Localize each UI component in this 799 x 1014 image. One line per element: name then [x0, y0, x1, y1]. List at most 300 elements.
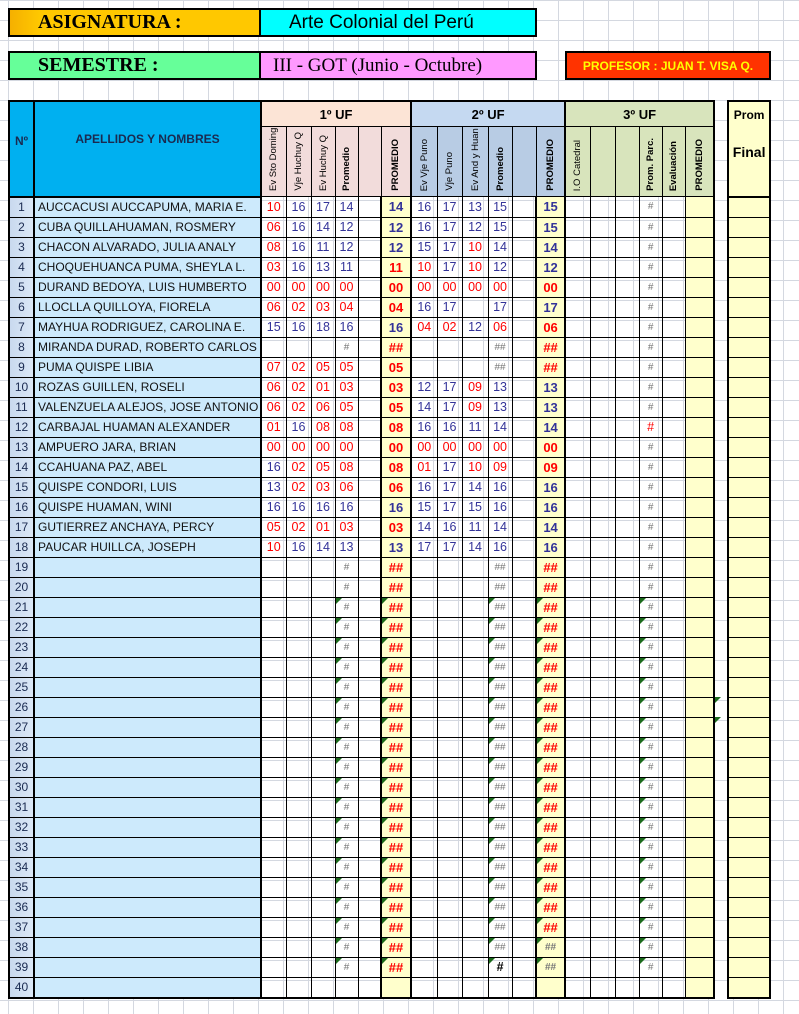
grade-cell[interactable] [590, 977, 615, 998]
grade-cell[interactable]: 16 [286, 237, 311, 257]
grade-cell[interactable]: 16 [311, 497, 335, 517]
grade-cell[interactable] [437, 757, 462, 777]
grade-cell[interactable] [512, 457, 536, 477]
grade-cell[interactable] [462, 977, 488, 998]
grade-cell[interactable]: 13 [488, 397, 512, 417]
grade-cell[interactable] [462, 717, 488, 737]
grade-cell[interactable] [565, 297, 590, 317]
grade-cell[interactable] [565, 437, 590, 457]
grade-cell[interactable] [590, 517, 615, 537]
grade-cell[interactable] [512, 917, 536, 937]
grade-cell[interactable] [437, 717, 462, 737]
grade-cell[interactable] [437, 637, 462, 657]
grade-cell[interactable] [615, 657, 639, 677]
grade-cell[interactable]: ## [488, 777, 512, 797]
evaluation-cell[interactable] [662, 817, 685, 837]
grade-cell[interactable]: 00 [437, 277, 462, 297]
grade-cell[interactable] [565, 497, 590, 517]
grade-cell[interactable] [311, 757, 335, 777]
grade-cell[interactable]: # [335, 737, 358, 757]
grade-cell[interactable]: 06 [335, 477, 358, 497]
grade-cell[interactable] [261, 797, 286, 817]
grade-cell[interactable] [615, 397, 639, 417]
student-name-cell[interactable] [34, 357, 261, 377]
grade-cell[interactable] [590, 677, 615, 697]
grade-cell[interactable] [358, 377, 381, 397]
grade-cell[interactable] [565, 557, 590, 577]
grade-cell[interactable]: # [335, 577, 358, 597]
grade-cell[interactable] [590, 897, 615, 917]
grade-cell[interactable]: 06 [311, 397, 335, 417]
grade-cell[interactable]: 14 [411, 517, 437, 537]
grade-cell[interactable]: 00 [335, 437, 358, 457]
grade-cell[interactable] [590, 717, 615, 737]
grade-cell[interactable] [358, 757, 381, 777]
grade-cell[interactable]: # [335, 777, 358, 797]
grade-cell[interactable]: 17 [311, 197, 335, 218]
grade-cell[interactable]: 14 [311, 217, 335, 237]
student-name-cell[interactable] [34, 417, 261, 437]
grade-cell[interactable] [286, 897, 311, 917]
grade-cell[interactable]: 08 [335, 417, 358, 437]
grade-cell[interactable] [437, 817, 462, 837]
grade-cell[interactable] [311, 957, 335, 977]
grade-cell[interactable] [590, 597, 615, 617]
grade-cell[interactable] [358, 217, 381, 237]
grade-cell[interactable] [615, 417, 639, 437]
grade-cell[interactable] [286, 697, 311, 717]
grade-cell[interactable] [286, 617, 311, 637]
evaluation-cell[interactable] [662, 197, 685, 218]
grade-cell[interactable] [512, 677, 536, 697]
student-name-cell[interactable] [34, 317, 261, 337]
grade-cell[interactable]: 17 [437, 457, 462, 477]
grade-cell[interactable] [261, 657, 286, 677]
grade-cell[interactable]: 16 [437, 417, 462, 437]
grade-cell[interactable]: # [335, 857, 358, 877]
grade-cell[interactable]: # [335, 917, 358, 937]
grade-cell[interactable] [615, 497, 639, 517]
evaluation-cell[interactable] [662, 937, 685, 957]
grade-cell[interactable] [565, 837, 590, 857]
grade-cell[interactable] [411, 717, 437, 737]
grade-cell[interactable] [615, 717, 639, 737]
grade-cell[interactable]: 04 [335, 297, 358, 317]
grade-cell[interactable] [565, 877, 590, 897]
grade-cell[interactable]: # [335, 837, 358, 857]
grade-cell[interactable] [286, 817, 311, 837]
grade-cell[interactable] [512, 337, 536, 357]
grade-cell[interactable]: # [335, 957, 358, 977]
grade-cell[interactable] [358, 517, 381, 537]
grade-cell[interactable] [512, 777, 536, 797]
student-name-cell[interactable] [34, 657, 261, 677]
grade-cell[interactable] [488, 977, 512, 998]
grade-cell[interactable] [286, 857, 311, 877]
grade-cell[interactable]: 14 [462, 477, 488, 497]
grade-cell[interactable] [261, 697, 286, 717]
grade-cell[interactable] [411, 617, 437, 637]
grade-cell[interactable] [462, 657, 488, 677]
grade-cell[interactable] [512, 717, 536, 737]
student-name-cell[interactable] [34, 577, 261, 597]
grade-cell[interactable] [565, 697, 590, 717]
grade-cell[interactable] [615, 637, 639, 657]
grade-cell[interactable]: 06 [261, 217, 286, 237]
grade-cell[interactable] [615, 697, 639, 717]
grade-cell[interactable]: ## [488, 737, 512, 757]
grade-cell[interactable] [512, 397, 536, 417]
student-name-cell[interactable] [34, 437, 261, 457]
grade-cell[interactable]: 12 [335, 217, 358, 237]
grade-cell[interactable] [358, 257, 381, 277]
evaluation-cell[interactable] [662, 377, 685, 397]
grade-cell[interactable] [358, 657, 381, 677]
grade-cell[interactable] [286, 877, 311, 897]
grade-cell[interactable] [565, 277, 590, 297]
grade-cell[interactable] [590, 657, 615, 677]
grade-cell[interactable] [590, 937, 615, 957]
grade-cell[interactable] [286, 637, 311, 657]
grade-cell[interactable] [512, 877, 536, 897]
grade-cell[interactable]: 17 [437, 297, 462, 317]
grade-cell[interactable] [512, 797, 536, 817]
evaluation-cell[interactable] [662, 897, 685, 917]
grade-cell[interactable]: 00 [437, 437, 462, 457]
grade-cell[interactable] [411, 557, 437, 577]
student-name-cell[interactable] [34, 617, 261, 637]
grade-cell[interactable] [590, 457, 615, 477]
evaluation-cell[interactable] [662, 677, 685, 697]
grade-cell[interactable] [512, 377, 536, 397]
grade-cell[interactable] [512, 237, 536, 257]
grade-cell[interactable] [565, 857, 590, 877]
grade-cell[interactable]: 11 [311, 237, 335, 257]
grade-cell[interactable] [462, 577, 488, 597]
grade-cell[interactable] [512, 297, 536, 317]
grade-cell[interactable] [286, 737, 311, 757]
grade-cell[interactable] [565, 217, 590, 237]
grade-cell[interactable]: 01 [411, 457, 437, 477]
grade-cell[interactable] [286, 937, 311, 957]
grade-cell[interactable] [512, 937, 536, 957]
grade-cell[interactable] [358, 977, 381, 998]
grade-cell[interactable] [286, 957, 311, 977]
grade-cell[interactable] [286, 777, 311, 797]
grade-cell[interactable] [358, 297, 381, 317]
student-name-cell[interactable] [34, 837, 261, 857]
grade-cell[interactable] [358, 477, 381, 497]
grade-cell[interactable]: # [335, 897, 358, 917]
grade-cell[interactable]: 16 [488, 537, 512, 557]
grade-cell[interactable]: 14 [488, 237, 512, 257]
grade-cell[interactable]: 00 [488, 437, 512, 457]
grade-cell[interactable] [286, 677, 311, 697]
grade-cell[interactable]: # [335, 877, 358, 897]
grade-cell[interactable] [512, 577, 536, 597]
grade-cell[interactable]: 16 [437, 517, 462, 537]
grade-cell[interactable] [565, 897, 590, 917]
grade-cell[interactable] [411, 957, 437, 977]
grade-cell[interactable]: 15 [462, 497, 488, 517]
grade-cell[interactable]: ## [488, 657, 512, 677]
grade-cell[interactable]: 05 [261, 517, 286, 537]
grade-cell[interactable] [512, 477, 536, 497]
student-name-cell[interactable] [34, 977, 261, 998]
grade-cell[interactable] [512, 977, 536, 998]
evaluation-cell[interactable] [662, 797, 685, 817]
grade-cell[interactable] [512, 217, 536, 237]
grade-cell[interactable] [590, 757, 615, 777]
grade-cell[interactable]: 02 [286, 397, 311, 417]
grade-cell[interactable] [358, 957, 381, 977]
grade-cell[interactable]: ## [488, 717, 512, 737]
student-name-cell[interactable] [34, 277, 261, 297]
grade-cell[interactable] [590, 397, 615, 417]
grade-cell[interactable]: 12 [462, 217, 488, 237]
grade-cell[interactable] [411, 897, 437, 917]
grade-cell[interactable] [411, 977, 437, 998]
grade-cell[interactable] [615, 577, 639, 597]
grade-cell[interactable] [437, 617, 462, 637]
grade-cell[interactable]: 00 [286, 277, 311, 297]
grade-cell[interactable] [261, 757, 286, 777]
grade-cell[interactable]: 17 [437, 477, 462, 497]
evaluation-cell[interactable] [662, 397, 685, 417]
grade-cell[interactable] [286, 757, 311, 777]
grade-cell[interactable] [590, 617, 615, 637]
grade-cell[interactable]: 03 [311, 297, 335, 317]
grade-cell[interactable] [590, 357, 615, 377]
grade-cell[interactable] [565, 937, 590, 957]
grade-cell[interactable] [286, 977, 311, 998]
grade-cell[interactable]: ## [488, 797, 512, 817]
grade-cell[interactable] [565, 377, 590, 397]
grade-cell[interactable] [590, 337, 615, 357]
grade-cell[interactable] [590, 697, 615, 717]
student-name-cell[interactable] [34, 337, 261, 357]
student-name-cell[interactable] [34, 597, 261, 617]
grade-cell[interactable] [590, 877, 615, 897]
grade-cell[interactable] [512, 637, 536, 657]
grade-cell[interactable] [512, 957, 536, 977]
student-name-cell[interactable] [34, 397, 261, 417]
grade-cell[interactable]: 14 [335, 197, 358, 218]
grade-cell[interactable] [565, 657, 590, 677]
evaluation-cell[interactable] [662, 477, 685, 497]
student-name-cell[interactable] [34, 737, 261, 757]
grade-cell[interactable]: 07 [261, 357, 286, 377]
grade-cell[interactable] [615, 557, 639, 577]
grade-cell[interactable]: 17 [488, 297, 512, 317]
grade-cell[interactable]: 16 [286, 197, 311, 218]
grade-cell[interactable] [512, 657, 536, 677]
grade-cell[interactable] [261, 817, 286, 837]
grade-cell[interactable] [358, 537, 381, 557]
grade-cell[interactable]: ## [488, 677, 512, 697]
grade-cell[interactable] [615, 797, 639, 817]
grade-cell[interactable] [565, 397, 590, 417]
student-name-cell[interactable] [34, 917, 261, 937]
grade-cell[interactable] [358, 937, 381, 957]
grade-cell[interactable] [565, 817, 590, 837]
grade-cell[interactable] [590, 577, 615, 597]
grade-cell[interactable] [311, 737, 335, 757]
grade-cell[interactable] [311, 777, 335, 797]
grade-cell[interactable]: 05 [335, 357, 358, 377]
grade-cell[interactable] [437, 697, 462, 717]
grade-cell[interactable]: ## [488, 937, 512, 957]
grade-cell[interactable]: 09 [462, 397, 488, 417]
grade-cell[interactable]: # [335, 637, 358, 657]
grade-cell[interactable]: 00 [488, 277, 512, 297]
grade-cell[interactable]: 08 [335, 457, 358, 477]
grade-cell[interactable]: 05 [311, 457, 335, 477]
grade-cell[interactable] [261, 637, 286, 657]
grade-cell[interactable] [411, 937, 437, 957]
grade-cell[interactable] [462, 897, 488, 917]
grade-cell[interactable]: 15 [261, 317, 286, 337]
grade-cell[interactable] [411, 817, 437, 837]
grade-cell[interactable] [565, 237, 590, 257]
grade-cell[interactable] [615, 337, 639, 357]
grade-cell[interactable] [311, 797, 335, 817]
grade-cell[interactable] [286, 717, 311, 737]
grade-cell[interactable] [462, 337, 488, 357]
grade-cell[interactable] [311, 877, 335, 897]
grade-cell[interactable] [462, 557, 488, 577]
evaluation-cell[interactable] [662, 877, 685, 897]
student-name-cell[interactable] [34, 697, 261, 717]
grade-cell[interactable] [565, 257, 590, 277]
grade-cell[interactable] [615, 817, 639, 837]
grade-cell[interactable] [512, 757, 536, 777]
evaluation-cell[interactable] [662, 297, 685, 317]
student-name-cell[interactable] [34, 677, 261, 697]
grade-cell[interactable] [590, 957, 615, 977]
evaluation-cell[interactable] [662, 317, 685, 337]
grade-cell[interactable]: # [335, 937, 358, 957]
grade-cell[interactable]: 05 [335, 397, 358, 417]
grade-cell[interactable] [615, 877, 639, 897]
grade-cell[interactable]: 11 [462, 417, 488, 437]
grade-cell[interactable] [437, 977, 462, 998]
student-name-cell[interactable] [34, 817, 261, 837]
grade-cell[interactable] [590, 257, 615, 277]
grade-cell[interactable] [311, 937, 335, 957]
grade-cell[interactable] [358, 277, 381, 297]
grade-cell[interactable]: 00 [311, 437, 335, 457]
grade-cell[interactable] [261, 857, 286, 877]
grade-cell[interactable] [462, 837, 488, 857]
grade-cell[interactable]: 03 [335, 517, 358, 537]
grade-cell[interactable] [411, 737, 437, 757]
grade-cell[interactable]: 16 [335, 497, 358, 517]
evaluation-cell[interactable] [662, 337, 685, 357]
grade-cell[interactable] [615, 757, 639, 777]
grade-cell[interactable] [590, 777, 615, 797]
grade-cell[interactable] [512, 817, 536, 837]
grade-cell[interactable] [590, 197, 615, 218]
grade-cell[interactable]: 02 [437, 317, 462, 337]
grade-cell[interactable]: # [335, 797, 358, 817]
grade-cell[interactable]: # [335, 657, 358, 677]
grade-cell[interactable]: 04 [411, 317, 437, 337]
grade-cell[interactable] [512, 697, 536, 717]
grade-cell[interactable] [512, 317, 536, 337]
grade-cell[interactable] [261, 877, 286, 897]
grade-cell[interactable] [411, 757, 437, 777]
student-name-cell[interactable] [34, 717, 261, 737]
evaluation-cell[interactable] [662, 917, 685, 937]
grade-cell[interactable]: ## [488, 577, 512, 597]
grade-cell[interactable] [261, 937, 286, 957]
grade-cell[interactable] [358, 777, 381, 797]
grade-cell[interactable] [462, 797, 488, 817]
grade-cell[interactable]: 09 [462, 377, 488, 397]
grade-cell[interactable] [311, 857, 335, 877]
student-name-cell[interactable] [34, 517, 261, 537]
grade-cell[interactable] [565, 797, 590, 817]
grade-cell[interactable]: 16 [286, 497, 311, 517]
grade-cell[interactable] [512, 597, 536, 617]
grade-cell[interactable]: 03 [311, 477, 335, 497]
grade-cell[interactable]: 00 [261, 437, 286, 457]
grade-cell[interactable] [286, 337, 311, 357]
grade-cell[interactable] [411, 677, 437, 697]
grade-cell[interactable] [437, 557, 462, 577]
grade-cell[interactable] [358, 817, 381, 837]
grade-cell[interactable] [462, 917, 488, 937]
evaluation-cell[interactable] [662, 257, 685, 277]
grade-cell[interactable]: 10 [261, 537, 286, 557]
grade-cell[interactable] [311, 697, 335, 717]
grade-cell[interactable]: ## [488, 837, 512, 857]
grade-cell[interactable] [437, 897, 462, 917]
grade-cell[interactable] [590, 437, 615, 457]
grade-cell[interactable] [615, 537, 639, 557]
grade-cell[interactable]: 16 [411, 197, 437, 218]
grade-cell[interactable] [565, 917, 590, 937]
grade-cell[interactable] [512, 537, 536, 557]
student-name-cell[interactable] [34, 197, 261, 218]
grade-cell[interactable] [261, 717, 286, 737]
grade-cell[interactable] [358, 437, 381, 457]
grade-cell[interactable]: ## [488, 817, 512, 837]
grade-cell[interactable]: 16 [261, 497, 286, 517]
grade-cell[interactable] [512, 357, 536, 377]
grade-cell[interactable] [615, 517, 639, 537]
grade-cell[interactable]: 17 [437, 497, 462, 517]
grade-cell[interactable] [286, 657, 311, 677]
grade-cell[interactable] [411, 917, 437, 937]
semestre-value[interactable] [259, 51, 537, 80]
grade-cell[interactable]: 10 [462, 237, 488, 257]
grade-cell[interactable] [358, 897, 381, 917]
grade-cell[interactable]: 16 [286, 217, 311, 237]
grade-cell[interactable] [590, 817, 615, 837]
grade-cell[interactable]: 11 [335, 257, 358, 277]
grade-cell[interactable]: 12 [335, 237, 358, 257]
grade-cell[interactable] [286, 917, 311, 937]
grade-cell[interactable]: 12 [488, 257, 512, 277]
grade-cell[interactable]: ## [488, 757, 512, 777]
grade-cell[interactable] [437, 737, 462, 757]
grade-cell[interactable] [261, 957, 286, 977]
grade-cell[interactable]: 00 [462, 277, 488, 297]
student-name-cell[interactable] [34, 797, 261, 817]
grade-cell[interactable]: # [335, 557, 358, 577]
